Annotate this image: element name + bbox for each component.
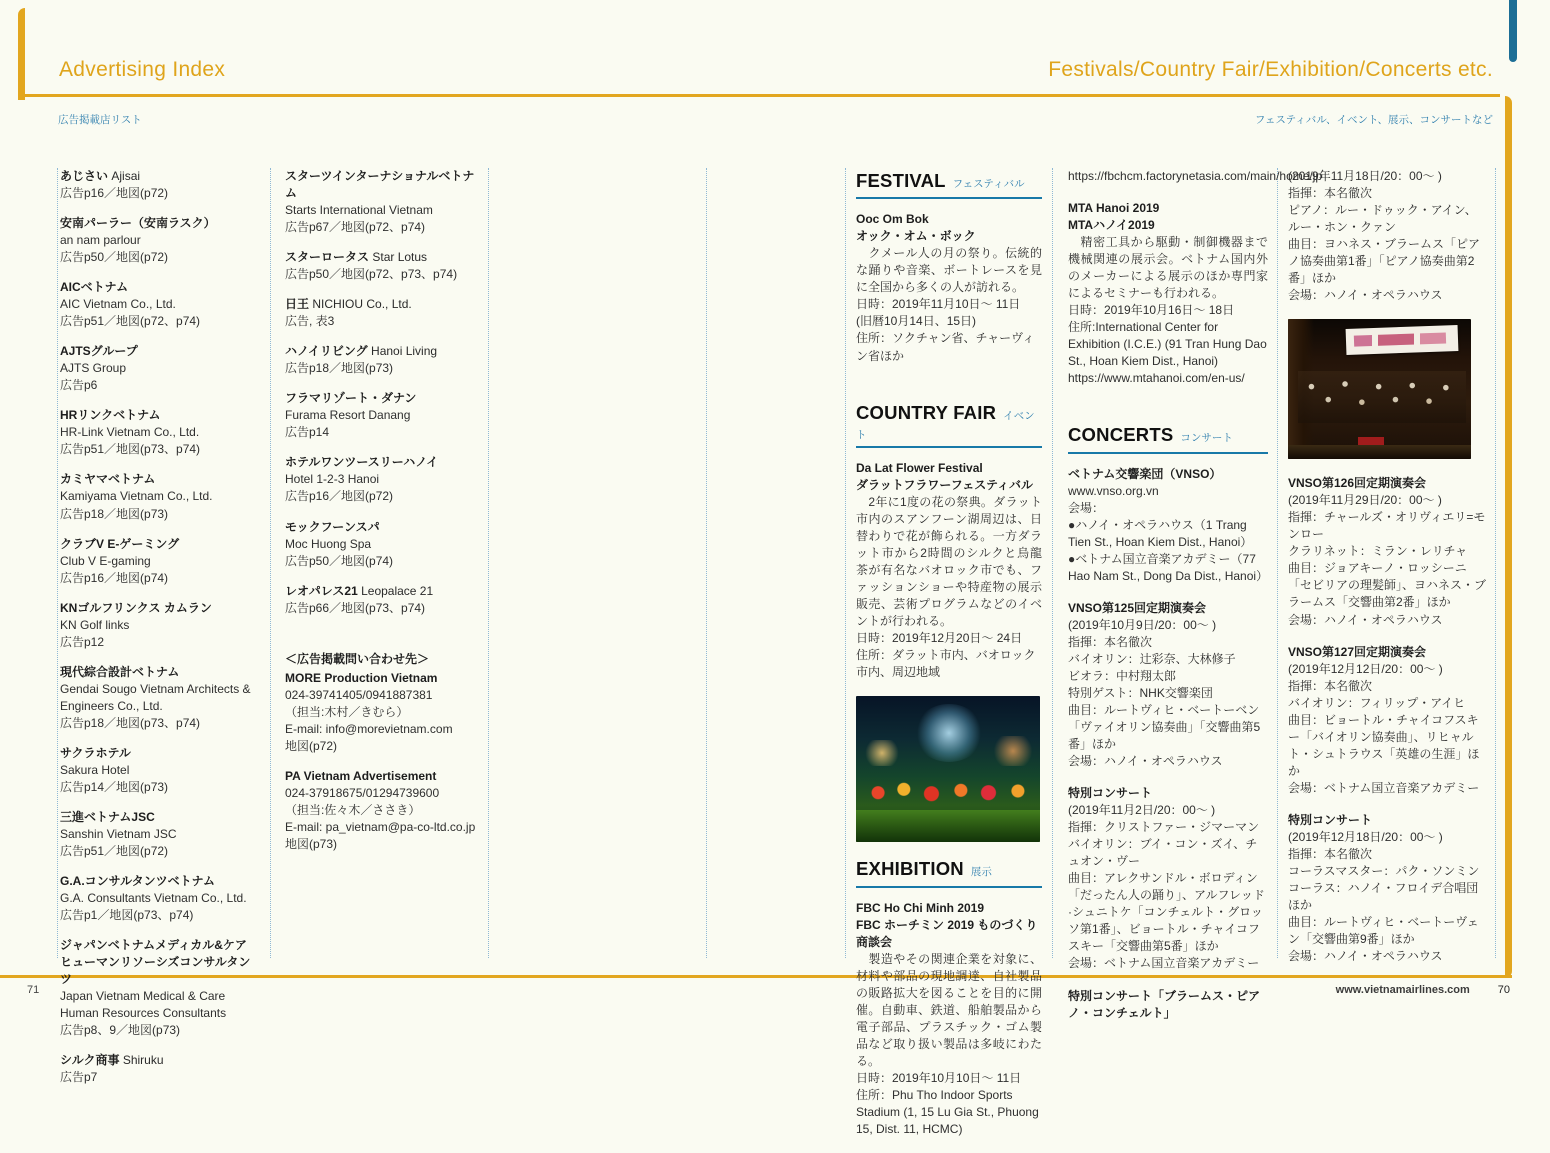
ad-page-ref: 広告p16／地図(p72) — [285, 489, 394, 504]
ad-page-ref: 広告p14／地図(p73) — [60, 779, 169, 794]
ad-entry — [60, 745, 262, 796]
ad-name-en: Hotel 1-2-3 Hanoi — [285, 472, 380, 487]
ad-entry — [60, 279, 262, 330]
ad-entry — [285, 390, 485, 441]
ad-name-en: HR-Link Vietnam Co., Ltd. — [60, 425, 200, 440]
concerts-column — [1068, 168, 1323, 1037]
event-detail-line: (2019年11月18日/20：00〜 ) — [1288, 169, 1442, 183]
event-block — [856, 460, 1042, 681]
event-detail-line: バイオリン：ブイ・コン・ズイ、チュオン・ヴー — [1068, 837, 1258, 869]
ad-page-ref: 広告p50／地図(p72、p73、p74) — [285, 267, 458, 282]
stage-floor — [1288, 445, 1471, 459]
contact-person: （担当:佐々木／ささき） — [285, 802, 421, 817]
event-detail-line: 会場：ベトナム国立音楽アカデミー — [1068, 956, 1260, 971]
ad-page-ref: 広告p12 — [60, 634, 105, 649]
contact-phone: 024-37918675/01294739600 — [285, 785, 440, 800]
ad-name-jp: スターロータス — [285, 250, 370, 265]
event-detail-line: ●ハノイ・オペラハウス（1 Trang Tien St., Hoan Kiem Dist., Hanoi） — [1068, 517, 1253, 549]
ad-name-jp: G.A.コンサルタンツベトナム — [60, 874, 215, 889]
ad-entry — [285, 296, 485, 330]
section-title-jp: イベント — [856, 409, 1035, 441]
event-title-en: MTA Hanoi 2019 — [1068, 201, 1160, 216]
ad-name-jp: スターツインターナショナルベトナム — [285, 169, 475, 201]
teal-corner-bar — [1509, 0, 1517, 62]
ad-page-ref: 広告p18／地図(p73) — [285, 361, 394, 376]
event-detail-line: www.vnso.org.vn — [1068, 483, 1159, 498]
contact-item — [285, 768, 485, 853]
event-detail-line: バイオリン：辻彩奈、大林修子 — [1068, 651, 1236, 666]
event-detail-line: クラリネット：ミラン・レリチャ — [1288, 544, 1468, 559]
ad-entry — [285, 249, 485, 283]
event-block — [856, 900, 1042, 1138]
ad-page-ref: 広告p51／地図(p73、p74) — [60, 442, 201, 457]
section-title-en: EXHIBITION — [856, 858, 964, 880]
event-detail-line: 会場：ハノイ・オペラハウス — [1288, 612, 1443, 627]
ad-entry — [60, 664, 262, 732]
column-separator — [706, 168, 707, 958]
contact-person: （担当:木村／きむら） — [285, 704, 409, 719]
ad-title — [60, 168, 262, 185]
ad-name-en: Sanshin Vietnam JSC — [60, 826, 177, 841]
ad-page-ref: 広告p66／地図(p73、p74) — [285, 600, 426, 615]
ads-column-2 — [285, 168, 485, 866]
event-detail-line: (2019年12月18日/20：00〜 ) — [1288, 829, 1443, 844]
event-detail-line: 指揮：本名徹次 — [1068, 634, 1153, 649]
section-gap — [1068, 402, 1268, 422]
event-detail-line: 曲目：アレクサンドル・ボロディン「だったん人の踊り」、アルフレッド·シュニトケ「コンチェルト・グロッソ第1番」、ビョートル・チャイコフスキー「交響曲第5番」ほか — [1068, 871, 1265, 954]
event-detail-line: 日時：2019年11月10日〜 11日 — [856, 297, 1021, 312]
ad-name-en: Hanoi Living — [371, 344, 438, 359]
event-title-jp: オック・オム・ボック — [856, 229, 976, 244]
event-detail-line: 指揮：本名徹次 — [1288, 678, 1373, 693]
ad-name-jp: シルク商事 — [60, 1053, 120, 1068]
event-detail-line: (旧暦10月14日、15日) — [856, 314, 977, 329]
section-header — [856, 168, 1042, 199]
ad-entry — [285, 343, 485, 377]
ad-name-en: Starts International Vietnam — [285, 203, 433, 218]
section-title-jp: フェスティバル — [952, 178, 1025, 190]
page-title-right: Festivals/Country Fair/Exhibition/Concerts etc. — [1048, 58, 1493, 81]
ad-entry — [60, 536, 262, 587]
event-detail-line: 指揮：クリストファー・ジマーマン — [1068, 820, 1260, 835]
ad-name-jp: ホテルワンツースリーハノイ — [285, 455, 439, 470]
ad-entry — [60, 1052, 262, 1086]
event-title-jp: 特別コンサート — [1288, 812, 1373, 827]
ad-name-jp: 安南パーラー（安南ラスク） — [60, 216, 216, 231]
event-title-en: Da Lat Flower Festival — [856, 460, 983, 475]
ad-title — [60, 1052, 262, 1069]
event-detail-line: 特別ゲスト：NHK交響楽団 — [1068, 686, 1213, 701]
contact-map: 地図(p73) — [285, 836, 338, 851]
contact-map: 地図(p72) — [285, 738, 338, 753]
event-title-jp: ベトナム交響楽団（VNSO） — [1068, 466, 1222, 481]
ad-name-jp: ジャパンベトナムメディカル&ケア — [60, 938, 247, 953]
ad-name-jp: AICベトナム — [60, 280, 129, 295]
stage-glow — [862, 740, 902, 766]
ad-name-jp: 日王 — [285, 297, 310, 312]
event-detail-line: 会場：ハノイ・オペラハウス — [1288, 949, 1443, 964]
event-block — [1068, 600, 1268, 770]
ad-entry — [285, 454, 485, 505]
event-detail-line: コーラス：ハノイ・フロイデ合唱団ほか — [1288, 880, 1479, 912]
column-separator — [845, 168, 846, 958]
event-description: クメール人の月の祭り。伝統的な踊りや音楽、ボートレースを見に全国から多くの人が訪れる。 — [856, 246, 1042, 295]
event-block — [1288, 168, 1486, 304]
ad-name-jp: フラマリゾート・ダナン — [285, 391, 417, 406]
ad-page-ref: 広告p6 — [60, 378, 98, 393]
section-title-jp: 展示 — [970, 866, 992, 879]
banner-text — [1354, 333, 1446, 347]
contact-phone: 024-39741405/0941887381 — [285, 687, 433, 702]
column-separator — [57, 168, 58, 958]
section-header — [1068, 422, 1268, 453]
event-title-jp: ダラットフラワーフェスティバル — [856, 477, 1034, 492]
ad-name-jp: モックフーンスパ — [285, 519, 380, 534]
ad-name-jp: HRリンクベトナム — [60, 408, 161, 423]
event-detail-line: 曲目：ビョートル・チャイコフスキー「バイオリン協奏曲」、リヒャルト・シュトラウス「英雄の生涯」ほか — [1288, 712, 1480, 778]
ad-name-jp: AJTSグループ — [60, 344, 138, 359]
gold-right-bracket — [1505, 96, 1512, 978]
ad-entry — [60, 168, 262, 202]
event-block — [1068, 988, 1268, 1022]
stage-banner — [1346, 325, 1459, 355]
event-detail-line: https://fbchcm.factorynetasia.com/main/home/jp — [1068, 169, 1323, 183]
section-title-jp: コンサート — [1180, 432, 1233, 445]
ad-name-jp: ハノイリビング — [285, 344, 368, 359]
event-title-en: FBC Ho Chi Minh 2019 — [856, 900, 985, 915]
ad-page-ref: 広告p18／地図(p73) — [60, 506, 169, 521]
ad-entry — [60, 407, 262, 458]
event-detail-line: 住所:International Center for Exhibition (I.C.E.) (91 Tran Hung Dao St., Hoan Kiem Dist., Hanoi) — [1068, 320, 1267, 369]
ad-name-jp: あじさい — [60, 169, 109, 183]
contact-heading: ＜広告掲載問い合わせ先＞ — [285, 651, 430, 666]
ad-page-ref: 広告p8、9／地図(p73) — [60, 1023, 181, 1038]
event-detail-line: 日時：2019年10月16日〜 18日 — [1068, 303, 1235, 318]
event-detail-line: 日時：2019年10月10日〜 11日 — [856, 1070, 1022, 1085]
event-detail-line: ビオラ：中村翔太郎 — [1068, 668, 1177, 683]
ad-name-en: Japan Vietnam Medical & Care Human Resources Consultants — [60, 989, 227, 1021]
event-detail-line: 住所：ダラット市内、バオロック市内、周辺地域 — [856, 648, 1036, 680]
footer-right — [1336, 984, 1510, 996]
page-number-right: 70 — [1497, 984, 1510, 996]
event-title-jp: FBC ホーチミン 2019 ものづくり商談会 — [856, 917, 1038, 949]
ad-name-en: Sakura Hotel — [60, 762, 130, 777]
ferris-wheel-lights — [914, 704, 984, 762]
event-title-en: Ooc Om Bok — [856, 212, 929, 227]
ad-name-jp2: ヒューマンリソーシズコンサルタンツ — [60, 955, 251, 987]
ad-name-en: Ajisai — [111, 169, 141, 183]
event-block — [1068, 200, 1268, 387]
event-detail-line: 会場： — [1068, 500, 1105, 515]
event-detail-line: (2019年10月9日/20：00〜 ) — [1068, 617, 1217, 632]
event-block — [1068, 466, 1268, 585]
event-detail-line: https://www.mtahanoi.com/en-us/ — [1068, 371, 1245, 386]
ad-name-en: an nam parlour — [60, 233, 141, 248]
event-detail-line: ピアノ：ルー・ドゥック・アイン、ルー・ホン・クァン — [1288, 203, 1477, 235]
contact-name: MORE Production Vietnam — [285, 670, 438, 685]
website-url: www.vietnamairlines.com — [1335, 984, 1470, 996]
contact-item — [285, 670, 485, 755]
ad-name-en: AJTS Group — [60, 361, 127, 376]
event-detail-line: (2019年12月12日/20：00〜 ) — [1288, 661, 1443, 676]
ads-column-1 — [60, 168, 262, 1099]
ad-entry — [60, 809, 262, 860]
event-block — [1288, 812, 1486, 965]
event-description: 精密工具から駆動・制御機器まで機械関連の展示会。ベトナム国内外のメーカーによる展示のほか専門家によるセミナーも行われる。 — [1068, 235, 1268, 301]
event-detail-line: 会場：ハノイ・オペラハウス — [1068, 754, 1223, 769]
ad-title — [285, 249, 485, 266]
flower-festival-photo — [856, 696, 1040, 842]
event-detail-line: 会場：ベトナム国立音楽アカデミー — [1288, 780, 1480, 795]
event-block — [1068, 785, 1268, 972]
event-detail-line: ●ベトナム国立音楽アカデミー（77 Hao Nam St., Dong Da Dist., Hanoi） — [1068, 551, 1269, 583]
ad-entry — [60, 873, 262, 924]
event-title-jp: 特別コンサート — [1068, 786, 1153, 801]
ad-entry — [60, 343, 262, 394]
ad-name-jp: カミヤマベトナム — [60, 472, 156, 487]
ad-page-ref: 広告p7 — [60, 1070, 98, 1085]
event-title-jp: VNSO第126回定期演奏会 — [1288, 476, 1427, 491]
ad-name-jp: サクラホテル — [60, 745, 131, 760]
contact-email: E-mail: pa_vietnam@pa-co-ltd.co.jp — [285, 819, 476, 834]
event-detail-line: 指揮：本名徹次 — [1288, 186, 1373, 201]
festival-column — [856, 168, 1042, 1153]
event-detail-line: 住所：ソクチャン省、チャーヴィン省ほか — [856, 331, 1035, 363]
ad-title — [285, 296, 485, 313]
ad-name-jp: 現代綜合設計ベトナム — [60, 664, 180, 679]
event-detail-line: 曲目：ジョアキーノ・ロッシーニ「セビリアの理髪師」、ヨハネス・ブラームス「交響曲第2番」ほか — [1288, 561, 1487, 610]
column-separator — [488, 168, 489, 958]
ad-entry — [285, 519, 485, 570]
section-header — [856, 856, 1042, 887]
page-title-left: Advertising Index — [59, 58, 226, 81]
ad-entry — [285, 583, 485, 617]
ad-name-jp: KNゴルフリンクス カムラン — [60, 600, 212, 615]
concerts-column-2 — [1288, 168, 1486, 980]
section-title-en: COUNTRY FAIR — [856, 401, 997, 423]
stage-glow — [990, 736, 1036, 766]
event-detail-line: コーラスマスター：パク・ソンミン — [1288, 863, 1480, 878]
ad-page-ref: 広告p1／地図(p73、p74) — [60, 908, 194, 923]
event-block — [1068, 168, 1323, 185]
event-title-jp: MTAハノイ2019 — [1068, 218, 1155, 233]
event-description: 2年に1度の花の祭典。ダラット市内のスアンフーン湖周辺は、日替わりで花が飾られる。一方ダラット市から2時間のシルクと烏龍茶が有名なバオロック市でも、ファッションショーや特産物の展示販売、芸術プログラムなどのイベントが行われる。 — [856, 494, 1042, 629]
ad-name-en: Kamiyama Vietnam Co., Ltd. — [60, 489, 213, 504]
dancers — [856, 774, 1040, 808]
event-detail-line: 会場：ハノイ・オペラハウス — [1288, 288, 1443, 303]
ad-entry — [60, 600, 262, 651]
ad-name-en: KN Golf links — [60, 617, 130, 632]
ad-name-en: Shiruku — [122, 1053, 164, 1068]
ad-page-ref: 広告p18／地図(p73、p74) — [60, 715, 201, 730]
ad-page-ref: 広告p16／地図(p74) — [60, 570, 169, 585]
event-title-jp: VNSO第127回定期演奏会 — [1288, 644, 1427, 659]
ad-name-en: Gendai Sougo Vietnam Architects & Engineers Co., Ltd. — [60, 681, 251, 713]
event-detail-line: バイオリン：フィリップ・アイヒ — [1288, 695, 1466, 710]
event-detail-line: 日時：2019年12月20日〜 24日 — [856, 631, 1023, 646]
section-title-en: CONCERTS — [1068, 424, 1174, 446]
ad-name-en: AIC Vietnam Co., Ltd. — [60, 297, 176, 312]
ad-page-ref: 広告p51／地図(p72) — [60, 844, 169, 858]
event-block — [1288, 644, 1486, 797]
page-subtitle-right: フェスティバル、イベント、展示、コンサートなど — [1254, 114, 1493, 126]
column-separator — [1495, 168, 1496, 958]
ad-page-ref: 広告p50／地図(p72) — [60, 250, 169, 265]
event-detail-line: (2019年11月2日/20：00〜 ) — [1068, 803, 1216, 818]
ad-page-ref: 広告p50／地図(p74) — [285, 553, 394, 568]
ad-page-ref: 広告p16／地図(p72) — [60, 186, 169, 201]
grass — [856, 810, 1040, 842]
section-gap — [856, 380, 1042, 400]
gold-left-bracket — [18, 8, 25, 100]
section-title-en: FESTIVAL — [856, 170, 946, 191]
event-detail-line: 曲目：ルートヴィヒ・ベートーヴェン「交響曲第9番」ほか — [1288, 915, 1479, 947]
event-description: 製造やその関連企業を対象に、材料や部品の現地調達、自社製品の販路拡大を図ることを目的に開催。自動車、鉄道、船舶製品から電子部品、プラスチック・ゴム製品など取り扱い製品は多岐にわたる。 — [856, 951, 1042, 1068]
ad-name-jp: クラブV E-ゲーミング — [60, 536, 180, 551]
ad-name-en: Leopalace 21 — [361, 583, 434, 598]
ad-entry — [60, 215, 262, 266]
event-detail-line: 指揮：本名徹次 — [1288, 846, 1373, 861]
event-detail-line: 曲目：ルートヴィヒ・ベートーベン「ヴァイオリン協奏曲」「交響曲第5番」ほか — [1068, 703, 1261, 752]
event-block — [856, 211, 1042, 364]
ad-name-en: Furama Resort Danang — [285, 408, 411, 423]
ad-name-en: NICHIOU Co., Ltd. — [312, 297, 412, 312]
column-separator — [270, 168, 271, 958]
event-detail-line: (2019年11月29日/20：00〜 ) — [1288, 493, 1442, 508]
page-number-left: 71 — [27, 984, 40, 996]
event-title-jp: 特別コンサート「ブラームス・ピアノ・コンチェルト」 — [1068, 988, 1261, 1020]
ad-name-en: Club V E-gaming — [60, 553, 151, 568]
ad-entry — [60, 937, 262, 1039]
ad-page-ref: 広告p51／地図(p72、p74) — [60, 314, 201, 329]
gold-top-rule — [18, 94, 1500, 97]
page-subtitle-left: 広告掲載店リスト — [58, 114, 142, 126]
contact-email: E-mail: info@morevietnam.com — [285, 721, 453, 736]
event-detail-line: 指揮：チャールズ・オリヴィエリ=モンロー — [1288, 510, 1486, 542]
ad-title — [285, 343, 485, 360]
event-title-jp: VNSO第125回定期演奏会 — [1068, 600, 1207, 615]
ad-entry — [285, 168, 485, 236]
ad-name-jp: 三進ベトナムJSC — [60, 809, 155, 824]
ad-name-jp: レオパレス21 — [285, 583, 358, 598]
contact-name: PA Vietnam Advertisement — [285, 768, 437, 783]
orchestra-players — [1298, 371, 1466, 423]
ad-name-en: Moc Huong Spa — [285, 536, 372, 551]
event-block — [1288, 475, 1486, 628]
ad-name-en: G.A. Consultants Vietnam Co., Ltd. — [60, 891, 247, 906]
event-detail-line: 曲目：ヨハネス・ブラームス「ピアノ協奏曲第1番」「ピアノ協奏曲第2番」ほか — [1288, 237, 1481, 286]
ad-name-en: Star Lotus — [372, 250, 428, 265]
ad-entry — [60, 471, 262, 522]
orchestra-photo — [1288, 319, 1471, 459]
ad-page-ref: 広告, 表3 — [285, 314, 335, 329]
ad-title — [285, 583, 485, 600]
column-separator — [1052, 168, 1053, 958]
column-separator — [1277, 168, 1278, 958]
event-detail-line: 住所：Phu Tho Indoor Sports Stadium (1, 15 Lu Gia St., Phuong 15, Dist. 11, HCMC) — [856, 1087, 1039, 1136]
section-header — [856, 400, 1042, 448]
ad-page-ref: 広告p14 — [285, 425, 330, 440]
ad-page-ref: 広告p67／地図(p72、p74) — [285, 220, 426, 235]
